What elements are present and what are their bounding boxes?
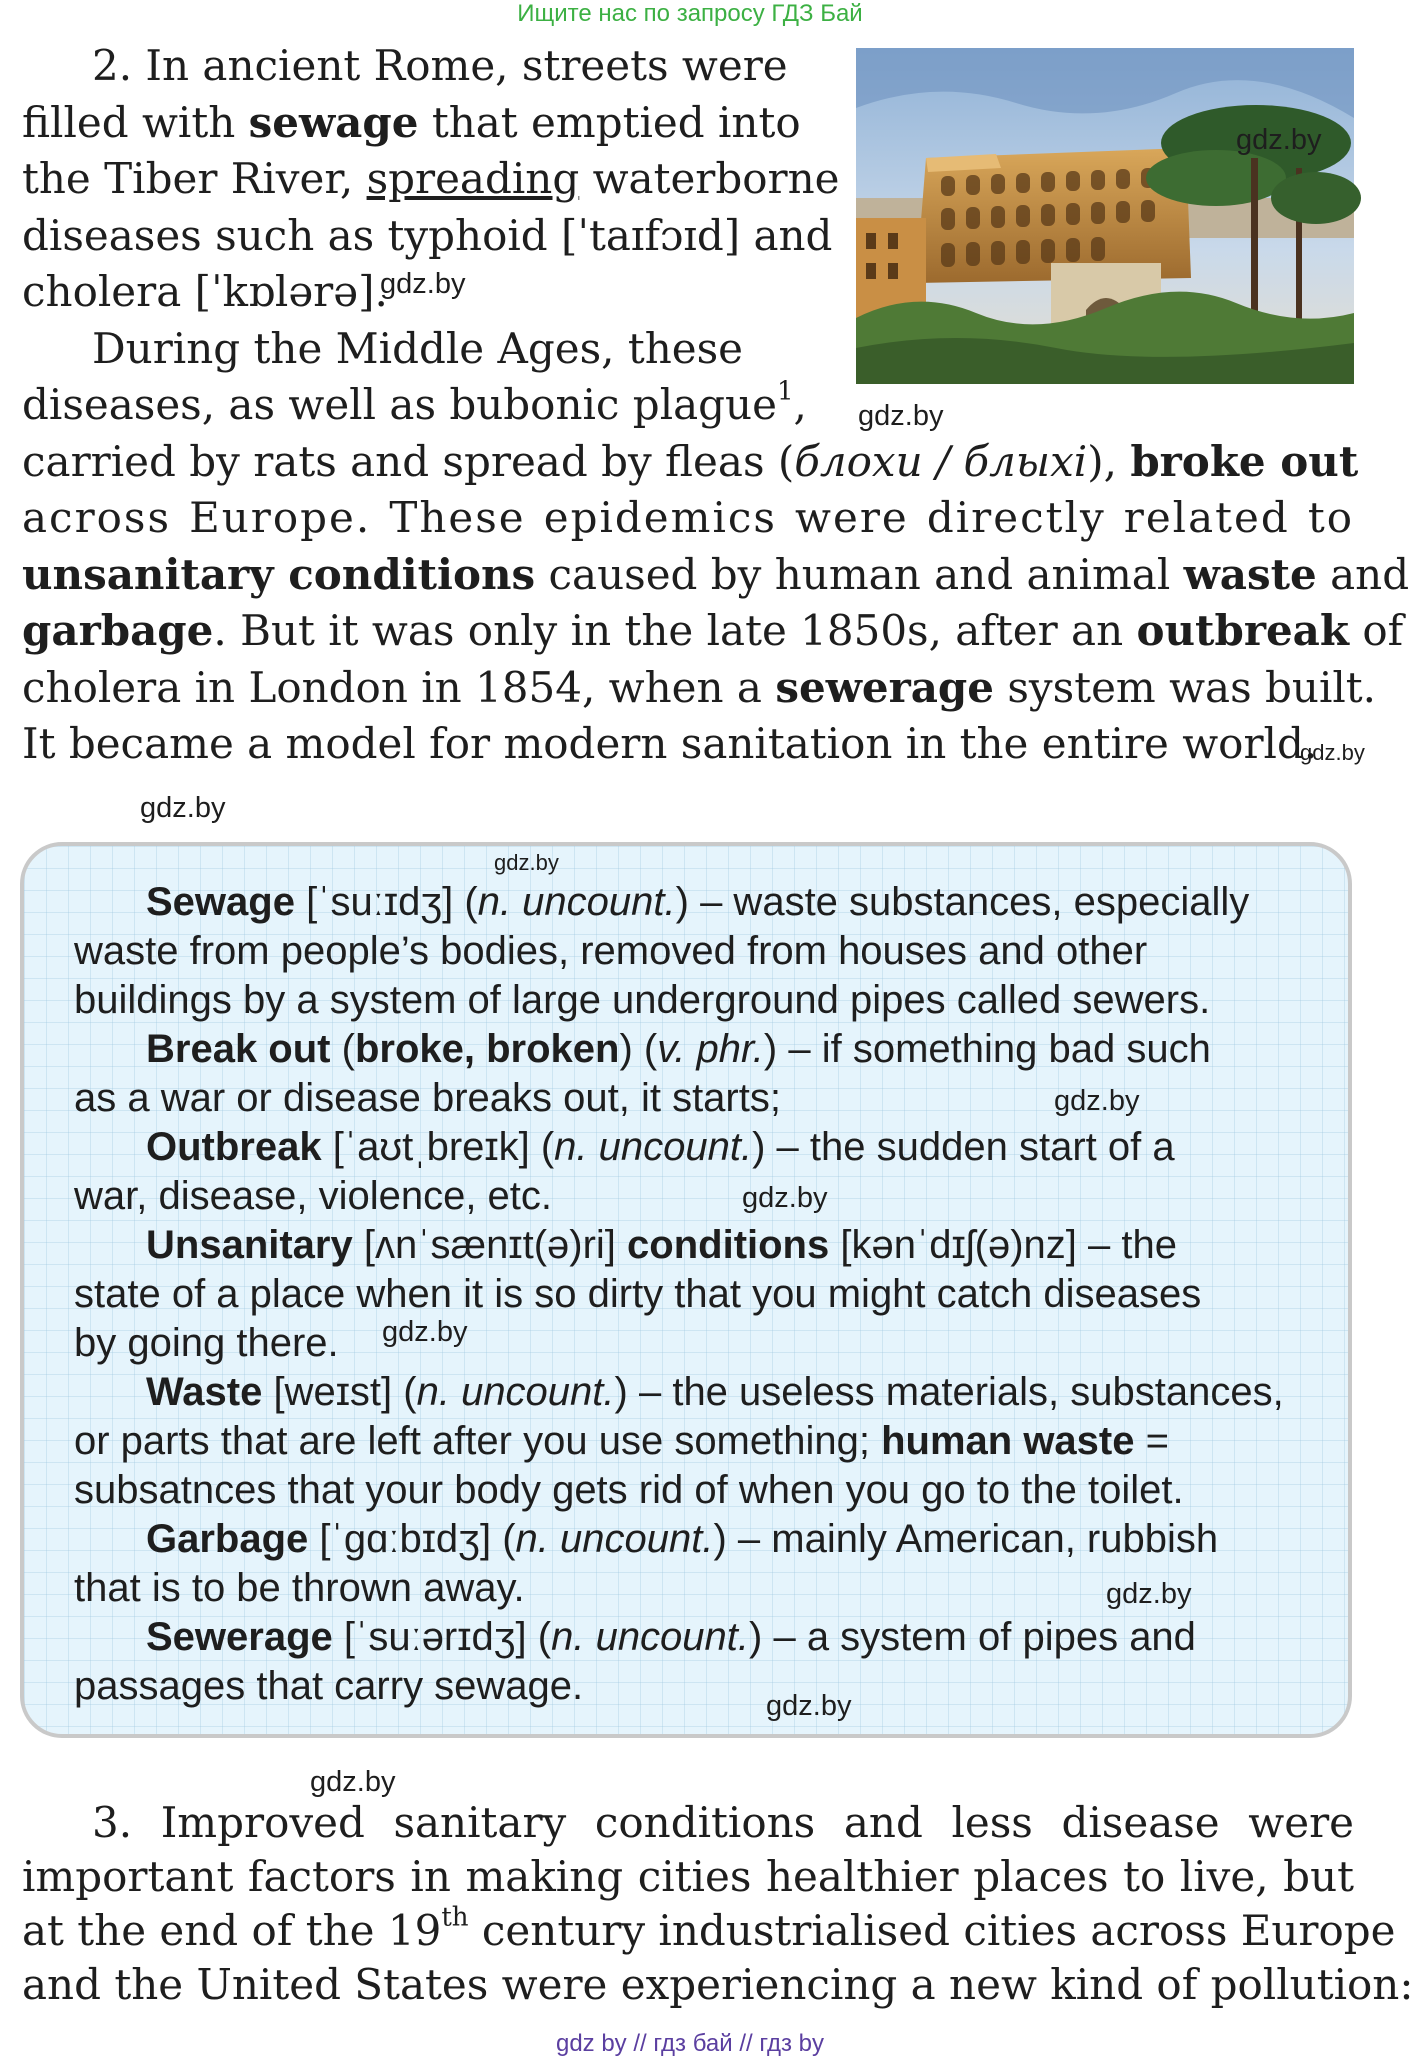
glossary-entry-outbreak: Outbreak [ˈaʊtˌbreɪk] (n. uncount.) – the sudden start of a (146, 1125, 1175, 1169)
watermark: gdz.by (380, 268, 466, 300)
text-line: cholera [ˈkɒlərə]. (22, 267, 388, 316)
watermark: gdz.by (494, 850, 559, 875)
watermark: gdz.by (766, 1690, 852, 1722)
text-line: the Tiber River, spreading waterborne (22, 154, 840, 203)
text-line: 2. In ancient Rome, streets were (92, 41, 788, 90)
text-line: or parts that are left after you use something; human waste = (74, 1419, 1169, 1463)
text-line: waste from people’s bodies, removed from houses and other (74, 929, 1148, 973)
glossary-entry-garbage: Garbage [ˈɡɑːbɪdʒ] (n. uncount.) – mainly American, rubbish (146, 1517, 1219, 1561)
watermark: gdz.by (382, 1316, 468, 1348)
text-line: across Europe. These epidemics were directly related to (22, 493, 1354, 542)
text-line: buildings by a system of large underground pipes called sewers. (74, 978, 1211, 1022)
text-line: war, disease, violence, etc. (74, 1174, 553, 1218)
glossary-entry-waste: Waste [weɪst] (n. uncount.) – the useless materials, substances, (146, 1370, 1284, 1414)
glossary-entry-sewerage: Sewerage [ˈsuːərɪdʒ] (n. uncount.) – a system of pipes and (146, 1615, 1196, 1659)
text-line: filled with sewage that emptied into (22, 98, 801, 147)
glossary-entry-sewage: Sewage [ˈsuːɪdʒ] (n. uncount.) – waste substances, especially (146, 880, 1250, 924)
search-prompt-link[interactable]: Ищите нас по запросу ГДЗ Бай (517, 0, 863, 27)
glossary-entry-unsanitary-conditions: Unsanitary [ʌnˈsænɪt(ə)ri] conditions [kənˈdɪʃ(ə)nz] – the (146, 1223, 1177, 1267)
watermark: gdz.by (742, 1182, 828, 1214)
text-line: as a war or disease breaks out, it starts; (74, 1076, 781, 1120)
text-line: It became a model for modern sanitation in the entire world. (22, 719, 1318, 768)
watermark: gdz.by (1236, 124, 1322, 156)
text-line: important factors in making cities healthier places to live, but (22, 1852, 1354, 1901)
text-line: cholera in London in 1854, when a sewerage system was built. (22, 663, 1377, 712)
watermark: gdz.by (1054, 1085, 1140, 1117)
colosseum-illustration (856, 48, 1354, 384)
text-line: state of a place when it is so dirty that you might catch diseases (74, 1272, 1202, 1316)
text-line: 3. Improved sanitary conditions and less disease were (92, 1798, 1354, 1847)
text-line: garbage. But it was only in the late 1850s, after an outbreak of (22, 606, 1404, 655)
watermark: gdz.by (310, 1766, 396, 1798)
colosseum-photo (856, 48, 1354, 384)
text-line: carried by rats and spread by fleas (блохи / блыхі), broke out (22, 437, 1359, 486)
text-line: During the Middle Ages, these (92, 324, 744, 373)
text-line: unsanitary conditions caused by human and animal waste and (22, 550, 1410, 599)
watermark: gdz.by (1106, 1578, 1192, 1610)
text-line: diseases such as typhoid [ˈtaɪfɔɪd] and (22, 211, 833, 260)
text-line: and the United States were experiencing a new kind of pollution: (22, 1960, 1414, 2009)
text-line: that is to be thrown away. (74, 1566, 525, 1610)
watermark: gdz.by (140, 792, 226, 824)
text-line: subsatnces that your body gets rid of when you go to the toilet. (74, 1468, 1184, 1512)
text-line: passages that carry sewage. (74, 1664, 584, 1708)
footer-links[interactable]: gdz by // гдз бай // гдз by (555, 2030, 825, 2057)
text-line: at the end of the 19th century industrialised cities across Europe (22, 1902, 1396, 1955)
watermark: gdz.by (1300, 740, 1365, 765)
glossary-entry-break-out: Break out (broke, broken) (v. phr.) – if something bad such (146, 1027, 1211, 1071)
text-line: by going there. (74, 1321, 339, 1365)
text-line: diseases, as well as bubonic plague$^1$, (22, 376, 807, 429)
watermark: gdz.by (858, 400, 944, 432)
